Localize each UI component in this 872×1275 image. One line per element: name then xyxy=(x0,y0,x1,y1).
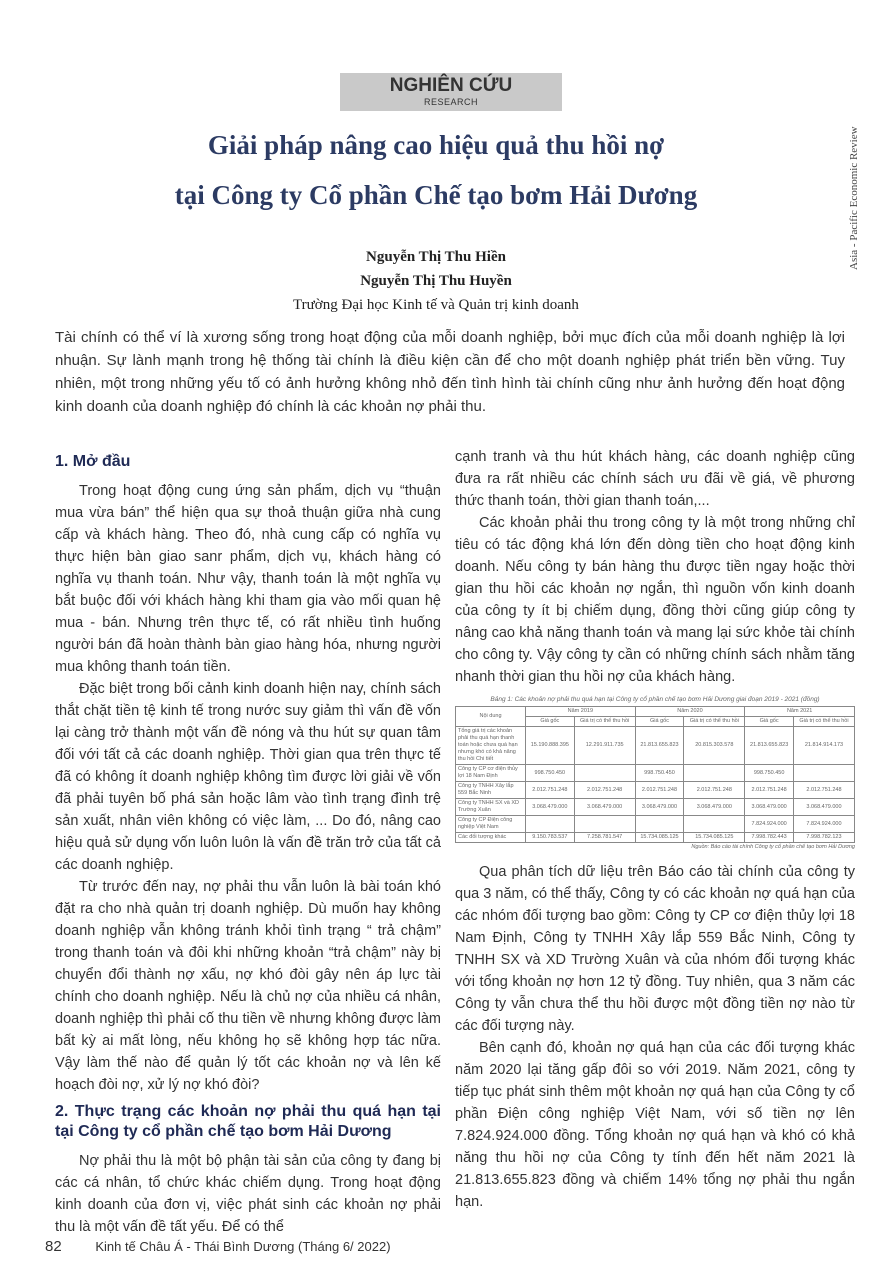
row-label: Tổng giá trị các khoản phải thu quá hạn thanh toán hoặc chưa quá hạn nhưng khó có khả năng thu hồi Chi tiết xyxy=(456,727,526,765)
paragraph: Đặc biệt trong bối cảnh kinh doanh hiện nay, chính sách thắt chặt tiền tệ kinh tế trong nước suy giảm thì vấn đề vốn lại càng trở thành một vấn đề nóng và thu hút sự quan tâm đối với tất cả các doanh nghiệp. Thời gian qua trên thực tế đã có không ít doanh nghiệp không tìm được lời giải về vốn đã phải tuyên bố phá sản hoặc lâm vào tình trạng đình trệ sản xuất, nhân viên không có việc làm, ... Do đó, nâng cao hiệu quả sử dụng vốn luôn luôn là vấn đề trăn trở của tất cả các doanh nghiệp. xyxy=(55,681,441,873)
table-row xyxy=(456,816,855,833)
table-cell: 3.068.479.000 xyxy=(745,799,794,816)
authors xyxy=(0,245,872,317)
sub-header: Giá gốc xyxy=(635,717,684,727)
col-header: Nội dung xyxy=(456,707,526,727)
table-cell: 20.815.303.578 xyxy=(684,727,745,765)
paragraph: Trong hoạt động cung ứng sản phẩm, dịch vụ “thuận mua vừa bán” thể hiện qua sự thoả thuận giữa nhà cung cấp và khách hàng. Theo đó, nhà cung cấp có nghĩa vụ thực hiện bàn giao sanr phẩm, dịch vụ, khách hàng có nghĩa vụ thanh toán. Như vậy, thanh toán là một nghĩa vụ bắt buộc đối với khách hàng khi tham gia vào mối quan hệ mua - bán. Nhưng trên thực tế, có rất nhiều tình huống người bán đã hoàn thành bàn giao hàng hóa, nhưng người mua không thanh toán tiền. xyxy=(55,483,441,675)
table-cell xyxy=(635,816,684,833)
page-number: 82 xyxy=(45,1238,62,1255)
journal-side-text: Asia - Pacific Economic Review xyxy=(848,126,860,270)
section-header xyxy=(340,73,562,111)
sub-header: Giá gốc xyxy=(526,717,575,727)
table-cell xyxy=(526,816,575,833)
row-label: Công ty CP Điện công nghiệp Việt Nam xyxy=(456,816,526,833)
table-row xyxy=(456,782,855,799)
sub-header: Giá trị có thể thu hồi xyxy=(684,717,745,727)
paragraph: Các khoản phải thu trong công ty là một trong những chỉ tiêu có tác động khá lớn đến dòng tiền cho hoạt động kinh doanh. Nếu công ty bán hàng thu được tiền ngay hoặc thời gian thu hồi các khoản nợ ngắn, thì nguồn vốn kinh doanh của công ty ít bị chiếm dụng, đồng thời cũng giúp công ty nâng cao khả năng thanh toán và mang lại sức khỏe tài chính cho công ty. Vậy công ty cần có những chính sách nhằm tăng nhanh thời gian thu hồi nợ của khách hàng. xyxy=(455,515,855,685)
sub-header: Giá trị có thể thu hồi xyxy=(793,717,854,727)
paragraph: Qua phân tích dữ liệu trên Báo cáo tài chính của công ty qua 3 năm, có thể thấy, Công ty có các khoản nợ quá hạn của các nhóm đối tượng bao gồm: Công ty CP cơ điện thủy lợi 18 Nam Định, Công ty TNHH Xây lắp 559 Bắc Ninh, Công ty TNHH SX và XD Trường Xuân và của nhóm đối tượng khác với tổng khoản nợ hơn 12 tỷ đồng. Tuy nhiên, qua 3 năm các Công ty vẫn chưa thể thu hồi được một đồng tiền nợ nào từ các đối tượng này. xyxy=(455,864,855,1034)
table-cell xyxy=(574,765,635,782)
table-cell: 9.150.783.537 xyxy=(526,833,575,843)
row-label: Các đối tượng khác xyxy=(456,833,526,843)
right-column xyxy=(455,446,855,1213)
row-label: Công ty TNHH SX và XD Trường Xuân xyxy=(456,799,526,816)
year-header: Năm 2019 xyxy=(526,707,636,717)
table-cell: 3.068.479.000 xyxy=(793,799,854,816)
paragraph: cạnh tranh và thu hút khách hàng, các doanh nghiệp cũng đưa ra rất nhiều các chính sách ưu đãi về giá, về phương thức thanh toán, thời gian thanh toán,... xyxy=(455,449,855,509)
table-cell: 7.824.924.000 xyxy=(793,816,854,833)
table-cell xyxy=(574,816,635,833)
table-source: Nguồn: Báo cáo tài chính Công ty cổ phần chế tạo bơm Hải Dương xyxy=(691,844,855,850)
table-cell: 998.750.450 xyxy=(745,765,794,782)
table-cell: 998.750.450 xyxy=(526,765,575,782)
table-cell: 2.012.751.248 xyxy=(574,782,635,799)
table-cell: 7.258.781.547 xyxy=(574,833,635,843)
sub-header: Giá trị có thể thu hồi xyxy=(574,717,635,727)
table-1 xyxy=(455,696,855,851)
table-cell: 15.734.085.125 xyxy=(635,833,684,843)
paragraph: Từ trước đến nay, nợ phải thu vẫn luôn là bài toán khó đặt ra cho nhà quản trị doanh nghiệp. Dù muốn hay không doanh nghiệp vẫn không tránh khỏi tình trạng “ trả chậm” trong thanh toán và đôi khi những khoản “trả chậm” này bị chuyển đổi thành nợ xấu, nợ khó đòi gây nên áp lực tài chính cho doanh nghiệp. Nếu là chủ nợ của nhiều cá nhân, doanh nghiệp thì phải cố thu tiền về nhưng không được làm bất kỳ ai mất lòng, nếu không họ sẽ không hợp tác nữa. Vậy làm thế nào để quản lý tốt các khoản nợ và lên kế hoạch đòi nợ, xử lý nợ khó đòi? xyxy=(55,879,441,1093)
year-header: Năm 2021 xyxy=(745,707,855,717)
abstract: Tài chính có thể ví là xương sống trong hoạt động của mỗi doanh nghiệp, bởi mục đích của mỗi doanh nghiệp là lợi nhuận. Sự lành mạnh trong hệ thống tài chính là điều kiện cần để cho một doanh nghiệp phát triển bền vững. Tuy nhiên, một trong những yếu tố có ảnh hưởng không nhỏ đến tình hình tài chính cũng như ảnh hưởng đến hoạt động kinh doanh của doanh nghiệp đó chính là các khoản nợ phải thu. xyxy=(55,329,845,415)
table-cell: 2.012.751.248 xyxy=(793,782,854,799)
left-column xyxy=(55,446,441,1238)
author: Nguyễn Thị Thu Huyền xyxy=(360,273,512,289)
table-cell: 7.824.924.000 xyxy=(745,816,794,833)
table-row xyxy=(456,727,855,765)
table-cell: 3.068.479.000 xyxy=(574,799,635,816)
title-line: Giải pháp nâng cao hiệu quả thu hồi nợ xyxy=(207,130,665,160)
table-cell: 21.813.655.823 xyxy=(745,727,794,765)
table-cell: 2.012.751.248 xyxy=(745,782,794,799)
section-label-en: RESEARCH xyxy=(423,97,478,107)
article-title xyxy=(60,120,812,220)
table-cell: 3.068.479.000 xyxy=(526,799,575,816)
table-row xyxy=(456,765,855,782)
year-header: Năm 2020 xyxy=(635,707,745,717)
table-row xyxy=(456,833,855,843)
journal-name: Kinh tế Châu Á - Thái Bình Dương (Tháng 6/ 2022) xyxy=(95,1239,391,1254)
table-cell: 3.068.479.000 xyxy=(684,799,745,816)
table-cell: 7.998.782.443 xyxy=(745,833,794,843)
section-label: NGHIÊN CỨU xyxy=(389,75,513,96)
table-cell: 12.291.911.735 xyxy=(574,727,635,765)
table-cell: 2.012.751.248 xyxy=(526,782,575,799)
row-label: Công ty CP cơ điện thủy lợi 18 Nam Định xyxy=(456,765,526,782)
table-caption: Bảng 1: Các khoản nợ phải thu quá hạn tại Công ty cổ phần chế tạo bơm Hải Dương giai đoạn 2019 - 2021 (đồng) xyxy=(490,696,820,703)
table-cell xyxy=(793,765,854,782)
paragraph: Bên cạnh đó, khoản nợ quá hạn của các đối tượng khác năm 2020 lại tăng gấp đôi so với 2019. Năm 2021, công ty tiếp tục phát sinh thêm một khoản nợ quá hạn của Công ty cổ phần Điện công nghiệp Việt Nam, với số tiền nợ lên 7.824.924.000 đồng. Tổng khoản nợ quá hạn và khó có khả năng thu hồi nợ của Công ty tính đến hết năm 2021 là 21.813.655.823 đồng và chiếm 14% tổng nợ phải thu ngắn hạn. xyxy=(455,1040,855,1210)
section-heading: 1. Mở đầu xyxy=(55,453,131,470)
table-cell: 2.012.751.248 xyxy=(635,782,684,799)
sub-header: Giá gốc xyxy=(745,717,794,727)
table-cell: 15.734.085.125 xyxy=(684,833,745,843)
table-row xyxy=(456,799,855,816)
affiliation: Trường Đại học Kinh tế và Quản trị kinh doanh xyxy=(293,297,579,313)
table-cell xyxy=(684,765,745,782)
overdue-receivables-table xyxy=(455,706,855,843)
title-line: tại Công ty Cổ phần Chế tạo bơm Hải Dương xyxy=(174,180,698,210)
table-cell: 998.750.450 xyxy=(635,765,684,782)
paragraph: Nợ phải thu là một bộ phận tài sản của công ty đang bị các cá nhân, tổ chức khác chiếm dụng. Trong hoạt động kinh doanh của đơn vị, việc phát sinh các khoản nợ phải thu là một vấn đề tất yếu. Để có thể xyxy=(55,1153,441,1235)
row-label: Công ty TNHH Xây lắp 559 Bắc Ninh xyxy=(456,782,526,799)
table-cell: 21.814.914.173 xyxy=(793,727,854,765)
table-cell: 15.190.888.395 xyxy=(526,727,575,765)
table-cell: 21.813.655.823 xyxy=(635,727,684,765)
section-heading: 2. Thực trạng các khoản nợ phải thu quá hạn tại tại Công ty cổ phần chế tạo bơm Hải Dương xyxy=(55,1103,441,1140)
author: Nguyễn Thị Thu Hiền xyxy=(366,249,506,265)
page-footer xyxy=(45,1238,391,1255)
table-cell: 3.068.479.000 xyxy=(635,799,684,816)
table-cell: 7.998.782.123 xyxy=(793,833,854,843)
table-cell: 2.012.751.248 xyxy=(684,782,745,799)
table-cell xyxy=(684,816,745,833)
